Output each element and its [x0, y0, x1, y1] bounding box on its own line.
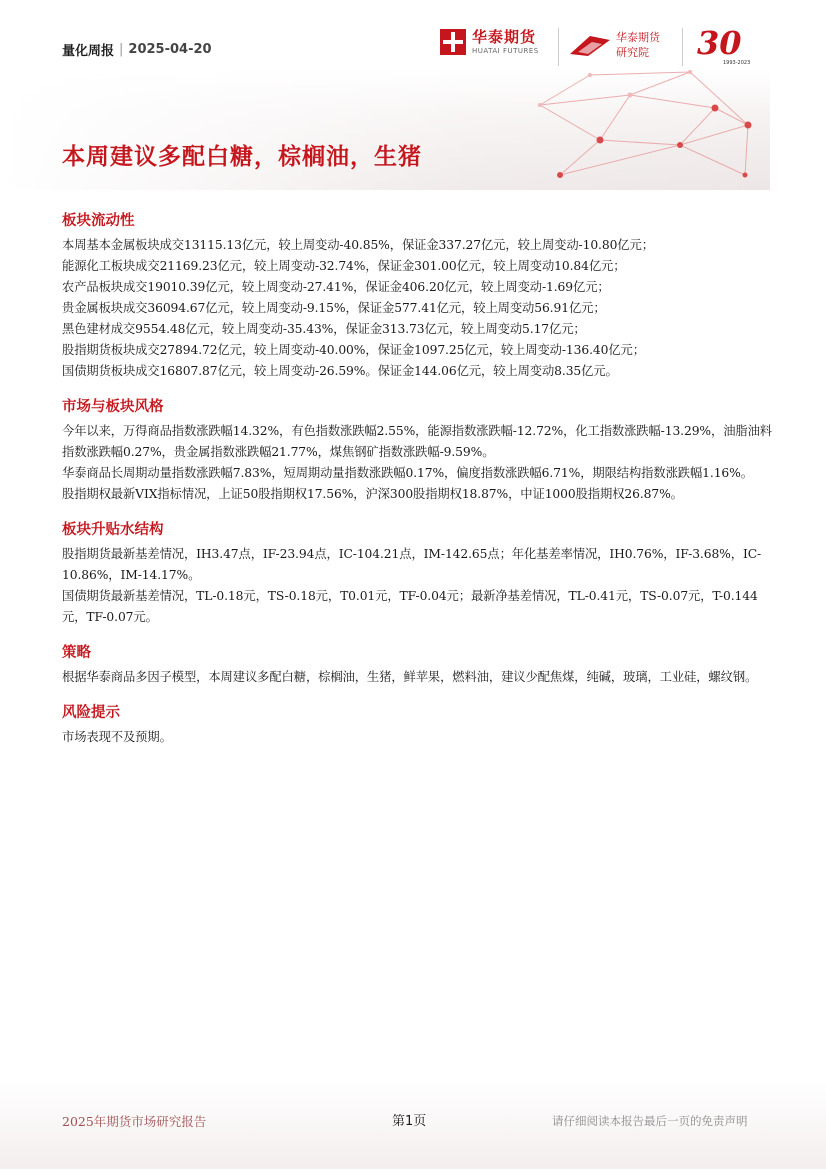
section-title: 策略	[62, 645, 91, 661]
section-title: 风险提示	[62, 705, 120, 721]
section-strategy	[62, 642, 782, 688]
report-body	[62, 210, 782, 762]
paragraph: 国债期货板块成交16807.87亿元，较上周变动-26.59%。保证金144.06亿元，较上周变动8.35亿元。	[62, 364, 618, 378]
paragraph: 能源化工板块成交21169.23亿元，较上周变动-32.74%，保证金301.00亿元，较上周变动10.84亿元；	[62, 259, 626, 273]
section-market-style	[62, 396, 782, 505]
section-title: 市场与板块风格	[62, 399, 164, 415]
anniversary-30-icon	[693, 24, 763, 68]
paragraph: 市场表现不及预期。	[62, 730, 172, 744]
paragraph: 贵金属板块成交36094.67亿元，较上周变动-9.15%，保证金577.41亿元，较上周变动56.91亿元；	[62, 301, 606, 315]
disclaimer-note: 请仔细阅读本报告最后一页的免责声明	[552, 1114, 748, 1128]
section-title: 板块流动性	[62, 213, 135, 229]
report-type: 量化周报	[62, 44, 115, 59]
paragraph: 国债期货最新基差情况，TL-0.18元，TS-0.18元，T0.01元，TF-0.04元；最新净基差情况，TL-0.41元，TS-0.07元，T-0.144元，TF-0.07元。	[62, 589, 758, 624]
report-meta	[62, 40, 212, 59]
paragraph: 根据华泰商品多因子模型，本周建议多配白糖，棕榈油，生猪，鲜苹果，燃料油，建议少配焦煤，纯碱，玻璃，工业硅，螺纹钢。	[62, 670, 758, 684]
paragraph: 华泰商品长周期动量指数涨跌幅7.83%，短周期动量指数涨跌幅0.17%，偏度指数涨跌幅6.71%，期限结构指数涨跌幅1.16%。	[62, 466, 753, 480]
institute-line2: 研究院	[616, 46, 649, 59]
report-date: 2025-04-20	[128, 42, 212, 57]
anniversary-number: 30	[697, 24, 742, 62]
anniversary-years: 1993-2023	[723, 60, 751, 66]
research-institute-logo	[568, 30, 660, 60]
meta-separator: |	[119, 42, 124, 57]
logo-divider-2	[682, 28, 683, 66]
institute-emblem-icon	[568, 30, 612, 60]
paragraph: 农产品板块成交19010.39亿元，较上周变动-27.41%，保证金406.20亿元，较上周变动-1.69亿元；	[62, 280, 610, 294]
page-number: 第1页	[392, 1114, 427, 1129]
section-risk	[62, 702, 782, 748]
section-title: 板块升贴水结构	[62, 522, 164, 538]
institute-line1: 华泰期货	[616, 31, 660, 44]
paragraph: 今年以来，万得商品指数涨跌幅14.32%，有色指数涨跌幅2.55%，能源指数涨跌幅-12.72%，化工指数涨跌幅-13.29%，油脂油料指数涨跌幅0.27%，贵金属指数涨跌幅21.77%，煤焦钢矿指数涨跌幅-9.59%。	[62, 424, 773, 459]
footer-report-name: 2025年期货市场研究报告	[62, 1114, 207, 1129]
anniversary-logo	[693, 24, 763, 72]
logo-divider	[558, 28, 559, 66]
paragraph: 股指期货板块成交27894.72亿元，较上周变动-40.00%，保证金1097.25亿元，较上周变动-136.40亿元；	[62, 343, 645, 357]
logo-cn-text: 华泰期货	[472, 28, 537, 46]
page-title: 本周建议多配白糖，棕榈油，生猪	[62, 144, 422, 170]
paragraph: 本周基本金属板块成交13115.13亿元，较上周变动-40.85%，保证金337.27亿元，较上周变动-10.80亿元；	[62, 238, 654, 252]
logo-en-text: HUATAI FUTURES	[472, 47, 539, 55]
paragraph: 股指期货最新基差情况，IH3.47点，IF-23.94点，IC-104.21点，IM-142.65点；年化基差率情况，IH0.76%，IF-3.68%，IC-10.86%，IM-14.17%。	[62, 547, 762, 582]
section-basis-structure	[62, 519, 782, 628]
huatai-futures-logo	[440, 28, 539, 56]
paragraph: 黑色建材成交9554.48亿元，较上周变动-35.43%，保证金313.73亿元，较上周变动5.17亿元；	[62, 322, 586, 336]
huatai-logo-icon	[440, 29, 466, 55]
paragraph: 股指期权最新VIX指标情况，上证50股指期权17.56%，沪深300股指期权18.87%，中证1000股指期权26.87%。	[62, 487, 683, 501]
section-liquidity	[62, 210, 782, 382]
